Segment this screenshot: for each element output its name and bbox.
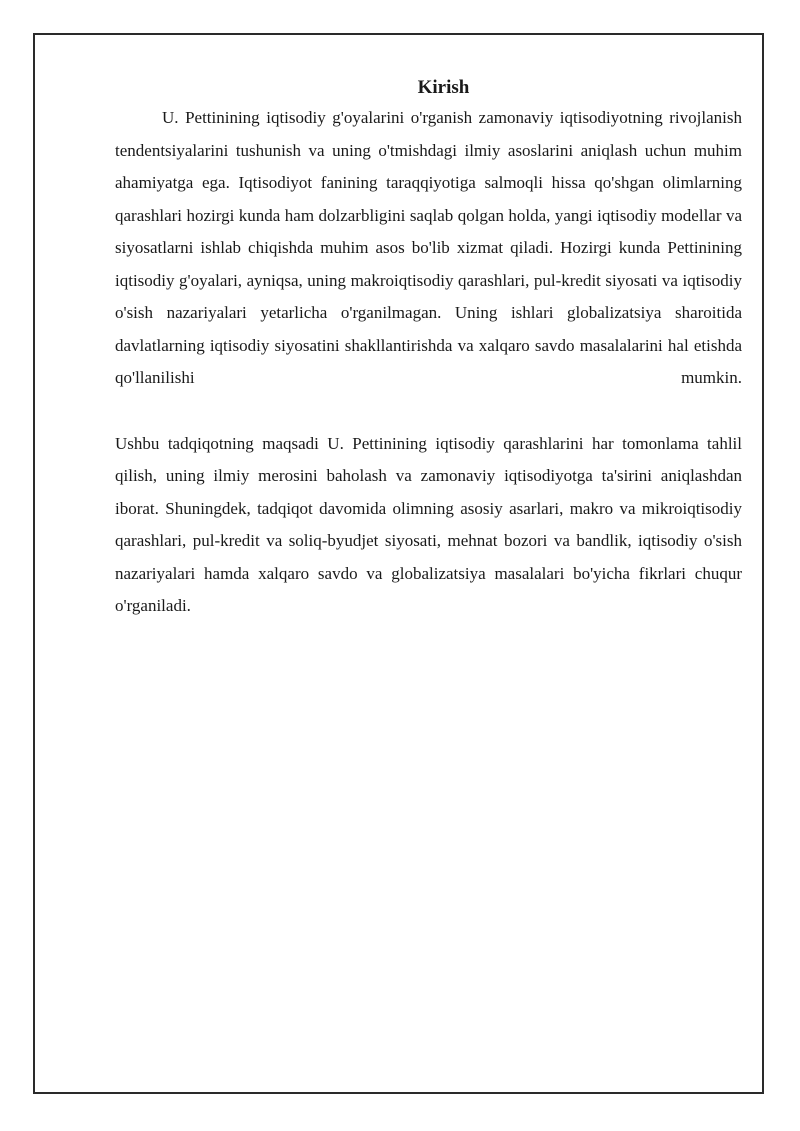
paragraph-aim: Ushbu tadqiqotning maqsadi U. Pettinining iqtisodiy qarashlarini har tomonlama tahlil qilish, uning ilmiy merosini baholash va zamonaviy iqtisodiyotga ta'sirini aniqlashdan iborat. Shuningdek, tadqiqot davomida olimning asosiy asarlari, makro va mikroiqtisodiy qarashlari, pul-kredit va soliq-byudjet siyosati, mehnat bozori va bandlik, iqtisodiy o'sish nazariyalari hamda xalqaro savdo va globalizatsiya masalalari bo'yicha fikrlari chuqur o'rganiladi.	[115, 433, 742, 615]
paragraph-gap	[115, 395, 742, 428]
section-title: Kirish	[417, 77, 470, 98]
paragraph-introduction: U. Pettinining iqtisodiy g'oyalarini o'rganish zamonaviy iqtisodiyotning rivojlanish tendentsiyalarini tushunish va uning o'tmishdagi ilmiy asoslarini aniqlash uchun muhim ahamiyatga ega. Iqtisodiyot fanining taraqqiyotiga salmoqli hissa qo'shgan olimlarning qarashlari hozirgi kunda ham dolzarbligini saqlab qolgan holda, yangi iqtisodiy modellar va siyosatlarni ishlab chiqishda muhim asos bo'lib xizmat qiladi. Hozirgi kunda Pettinining iqtisodiy g'oyalari, ayniqsa, uning makroiqtisodiy qarashlari, pul-kredit siyosati va iqtisodiy o'sish nazariyalari yetarlicha o'rganilmagan. Uning ishlari globalizatsiya sharoitida davlatlarning iqtisodiy siyosatini shakllantirishda va xalqaro savdo masalalarini hal etishda qo'llanilishi mumkin.	[115, 108, 742, 387]
document-body	[115, 74, 742, 623]
